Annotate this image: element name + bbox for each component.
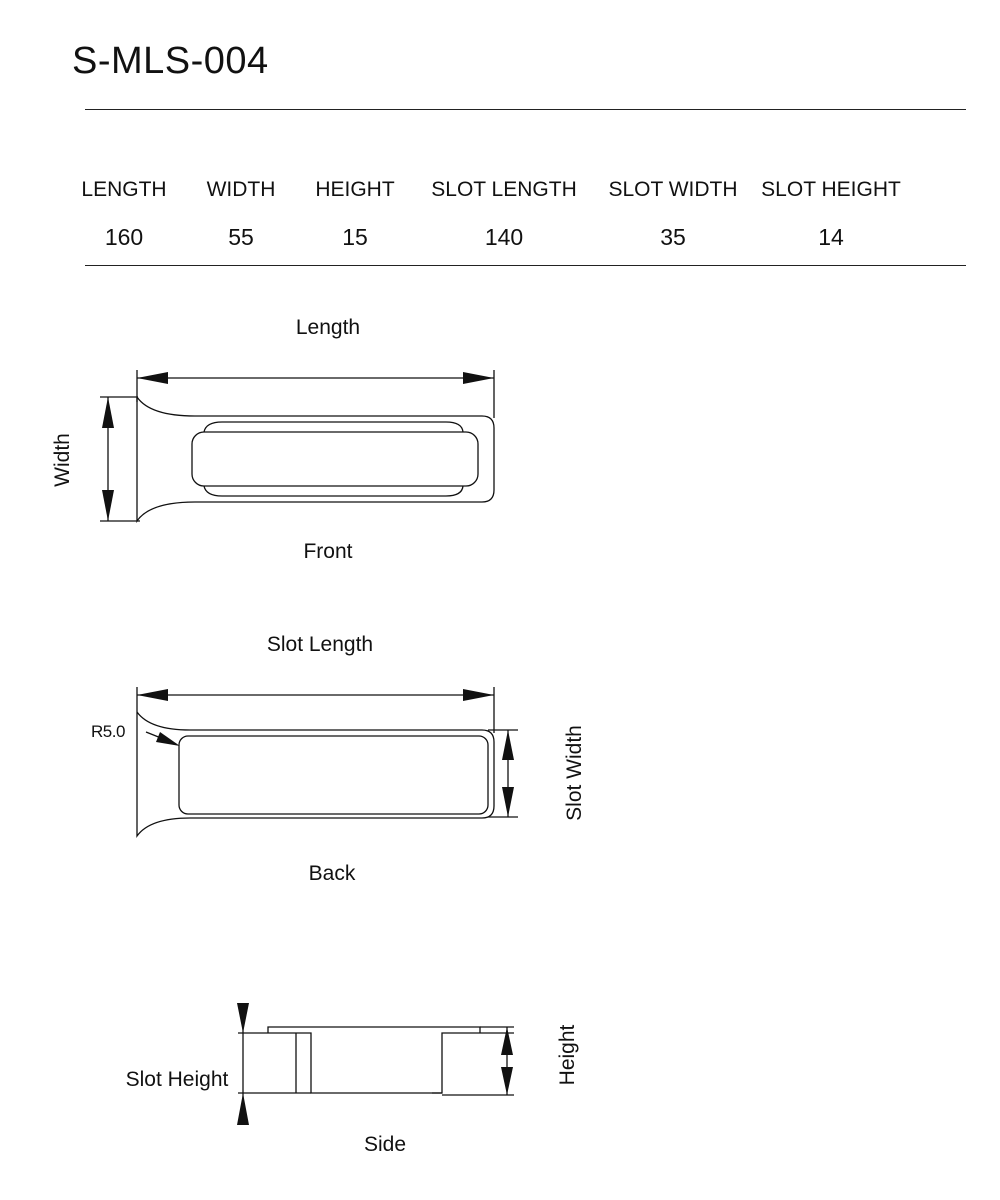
- spec-value-width: 55: [228, 224, 254, 250]
- front-width-arrow-top: [102, 397, 114, 428]
- front-length-arrow-right: [463, 372, 494, 384]
- front-width-arrow-bottom: [102, 490, 114, 521]
- back-slot-width-arrow-top: [502, 730, 514, 760]
- front-length-arrow-left: [137, 372, 168, 384]
- spec-header-slot-length: SLOT LENGTH: [431, 178, 577, 201]
- side-height-label: Height: [556, 1024, 579, 1086]
- side-view-label: Side: [363, 1133, 407, 1156]
- spec-header-slot-height: SLOT HEIGHT: [761, 178, 901, 201]
- side-view: [237, 1003, 514, 1125]
- side-height-arrow-top: [501, 1027, 513, 1055]
- back-view-label: Back: [308, 862, 356, 885]
- product-code-title: S-MLS-004: [72, 40, 269, 82]
- radius-leader-arrow: [156, 732, 180, 746]
- side-slot-height-arrow-bottom: [237, 1093, 249, 1125]
- spec-header-slot-width: SLOT WIDTH: [608, 178, 738, 201]
- front-outer-outline: [137, 397, 494, 521]
- front-view: [100, 370, 494, 521]
- front-view-label: Front: [303, 540, 353, 563]
- back-view: [137, 687, 518, 836]
- back-slot-length-arrow-right: [463, 689, 494, 701]
- radius-label: R5.0: [91, 722, 125, 741]
- spec-value-slot-length: 140: [484, 224, 524, 250]
- side-slot-height-label: Slot Height: [125, 1068, 229, 1091]
- side-slot-height-arrow-top: [237, 1003, 249, 1033]
- side-body-outline: [238, 1033, 514, 1093]
- back-slot-width-label: Slot Width: [563, 725, 586, 821]
- front-flange-edge-top: [204, 422, 463, 432]
- back-slot-width-arrow-bottom: [502, 787, 514, 817]
- spec-header-height: HEIGHT: [315, 178, 395, 201]
- front-width-label: Width: [51, 433, 74, 487]
- side-flange-top: [268, 1027, 480, 1033]
- back-slot-length-arrow-left: [137, 689, 168, 701]
- front-recess-pocket: [192, 432, 478, 486]
- back-slot-length-label: Slot Length: [266, 633, 374, 656]
- spec-header-length: LENGTH: [81, 178, 167, 201]
- back-slot-outline: [179, 736, 488, 814]
- front-flange-edge-bottom: [204, 486, 463, 496]
- spec-value-length: 160: [104, 224, 144, 250]
- spec-header-width: WIDTH: [206, 178, 276, 201]
- spec-value-slot-height: 14: [818, 224, 844, 250]
- side-height-arrow-bottom: [501, 1067, 513, 1095]
- back-outer-outline: [137, 712, 494, 836]
- front-length-label: Length: [295, 316, 361, 339]
- spec-value-height: 15: [342, 224, 368, 250]
- spec-value-slot-width: 35: [660, 224, 686, 250]
